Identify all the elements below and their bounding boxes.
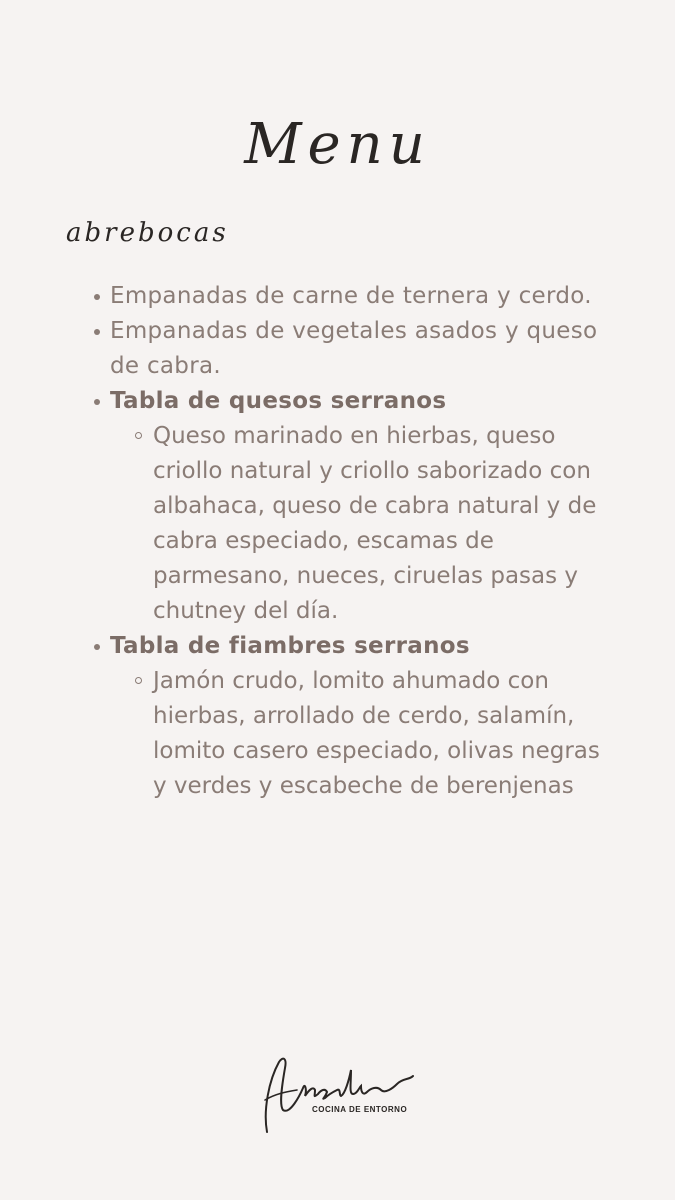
circle-bullet-icon — [135, 432, 142, 439]
bullet-icon — [94, 294, 100, 300]
bullet-icon — [94, 644, 100, 650]
section-title: abrebocas — [66, 218, 229, 248]
menu-item-text: Empanadas de carne de ternera y cerdo. — [110, 283, 592, 309]
menu-title: Menu — [244, 112, 431, 177]
menu-subitem-text: Queso marinado en hierbas, queso criollo natural y criollo saborizado con albahaca, queso de cabra natural y de cabra especiado, escamas de parmesano, nueces, ciruelas pasas y chutney del día. — [153, 423, 597, 624]
menu-item-text: Empanadas de vegetales asados y queso de cabra. — [110, 318, 598, 379]
menu-list — [90, 279, 610, 804]
brand-tagline: COCINA DE ENTORNO — [312, 1105, 408, 1114]
menu-subitem — [133, 664, 610, 804]
menu-item — [90, 279, 610, 314]
bullet-icon — [94, 329, 100, 335]
bullet-icon — [94, 399, 100, 405]
circle-bullet-icon — [135, 677, 142, 684]
menu-item-text: Tabla de fiambres serranos — [110, 633, 470, 659]
menu-subitem — [133, 419, 610, 629]
menu-item — [90, 384, 610, 419]
amelio-logo — [255, 1050, 425, 1140]
menu-item-text: Tabla de quesos serranos — [110, 388, 447, 414]
menu-subitem-text: Jamón crudo, lomito ahumado con hierbas, arrollado de cerdo, salamín, lomito casero especiado, olivas negras y verdes y escabeche de berenjenas — [153, 668, 600, 799]
menu-item — [90, 314, 610, 384]
menu-item — [90, 629, 610, 664]
